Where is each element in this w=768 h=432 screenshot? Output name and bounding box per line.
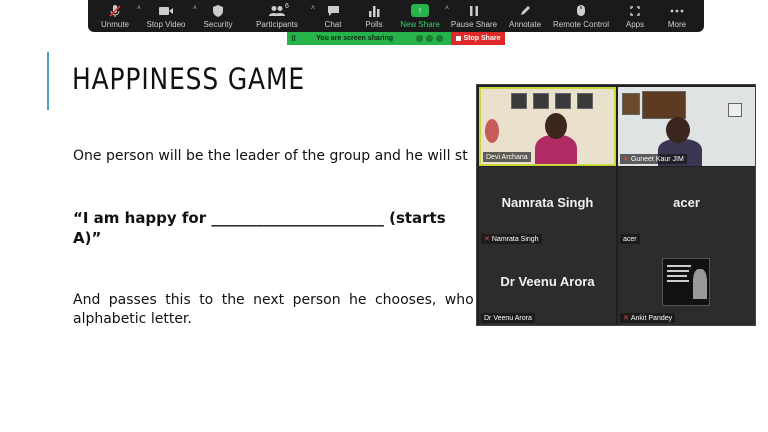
participant-name-tag	[620, 313, 675, 323]
slide-text-line-3: And passes this to the next person he chooses, who	[73, 292, 474, 308]
participant-name-tag	[481, 234, 542, 244]
chevron-up-icon[interactable]: ˄	[310, 5, 315, 12]
screen-sharing-banner	[287, 32, 505, 45]
muted-mic-icon	[108, 4, 122, 18]
mouse-icon	[576, 4, 586, 18]
apps-icon	[629, 4, 641, 18]
pause-share-button[interactable]	[446, 0, 502, 32]
poster-text-line	[667, 275, 687, 277]
meeting-toolbar	[88, 0, 704, 32]
flower-vase	[485, 119, 499, 143]
more-label: More	[667, 19, 687, 29]
muted-mic-icon: ✕	[623, 315, 629, 322]
slide-text-line-2b: A)”	[73, 229, 102, 247]
chevron-up-icon[interactable]: ˄	[444, 5, 449, 12]
share-screen-icon: ↑	[411, 4, 429, 18]
wall-frame	[642, 91, 686, 119]
wall-frame	[728, 103, 742, 117]
participant-name: Guneet Kaur JIM	[630, 155, 684, 163]
wall-frame	[622, 93, 640, 115]
video-tile-acer[interactable]	[618, 167, 755, 246]
unmute-button[interactable]	[92, 0, 141, 32]
participant-figure	[535, 135, 577, 166]
polls-button[interactable]	[354, 0, 394, 32]
participant-display-name: acer	[673, 195, 700, 210]
participants-label: Participants	[256, 19, 298, 29]
title-accent-bar	[47, 52, 49, 110]
new-share-button[interactable]	[394, 0, 449, 32]
participant-name-tag	[620, 234, 640, 244]
participant-count-badge: 6	[285, 3, 289, 10]
pause-icon	[469, 4, 479, 18]
apps-label: Apps	[625, 19, 645, 29]
slide-text-line-1: One person will be the leader of the group and he will st	[73, 148, 468, 164]
annotate-label: Annotate	[508, 19, 542, 29]
slide-title: HAPPINESS GAME	[72, 62, 305, 96]
video-tile-namrata-singh[interactable]	[479, 167, 616, 246]
shield-icon	[212, 4, 224, 18]
participant-name-tag	[481, 313, 535, 323]
poster-text-line	[667, 280, 689, 282]
participant-name-tag	[483, 152, 531, 162]
video-status-icon[interactable]	[426, 35, 433, 42]
video-gallery[interactable]	[476, 84, 756, 326]
poster-text-line	[667, 270, 689, 272]
participant-name-tag	[620, 154, 687, 164]
wall-frame	[577, 93, 593, 109]
participant-display-name: Namrata Singh	[501, 195, 594, 210]
wall-frame	[511, 93, 527, 109]
participant-display-name: Dr Veenu Arora	[500, 274, 595, 289]
remote-control-label: Remote Control	[552, 19, 610, 29]
poster-text-line	[667, 265, 691, 267]
video-camera-icon	[158, 4, 174, 18]
muted-mic-icon: ✕	[484, 236, 490, 243]
video-tile-devi-archana[interactable]	[479, 87, 616, 166]
stop-square-icon	[456, 36, 461, 41]
chevron-up-icon[interactable]: ˄	[192, 5, 197, 12]
participant-head	[666, 117, 690, 143]
stop-share-label: Stop Share	[463, 35, 501, 42]
stop-video-button[interactable]	[138, 0, 197, 32]
chat-label: Chat	[324, 19, 342, 29]
participant-name: Namrata Singh	[491, 235, 539, 243]
slide-text-line-2: “I am happy for _______________________ (starts	[73, 209, 446, 227]
lock-status-icon[interactable]	[436, 35, 443, 42]
new-share-label: New Share	[400, 19, 440, 29]
unmute-label: Unmute	[100, 19, 129, 29]
chevron-up-icon[interactable]: ˄	[136, 5, 141, 12]
participants-button[interactable]	[242, 0, 315, 32]
participant-name: Devi Archana	[486, 153, 528, 161]
apps-button[interactable]	[614, 0, 656, 32]
chat-button[interactable]	[312, 0, 354, 32]
muted-mic-icon: ✕	[623, 156, 629, 163]
video-tile-ankit-pandey[interactable]	[618, 246, 755, 325]
wall-frame	[555, 93, 571, 109]
more-button[interactable]	[656, 0, 698, 32]
participants-icon	[269, 4, 285, 18]
participant-head	[545, 113, 567, 139]
pause-share-label: Pause Share	[450, 19, 498, 29]
sharing-status-bar[interactable]	[287, 32, 451, 45]
stop-video-label: Stop Video	[146, 19, 186, 29]
bar-chart-icon	[368, 4, 380, 18]
drag-handle-icon[interactable]: ⠿	[291, 35, 297, 43]
polls-label: Polls	[365, 19, 383, 29]
participant-name: Ankit Pandey	[630, 314, 673, 322]
participant-name: Dr Veenu Arora	[484, 314, 532, 322]
profile-picture	[662, 258, 710, 306]
sharing-status-text: You are screen sharing	[316, 35, 394, 42]
poster-portrait	[693, 269, 707, 299]
security-button[interactable]	[194, 0, 242, 32]
annotate-button[interactable]	[502, 0, 548, 32]
mic-status-icon[interactable]	[416, 35, 423, 42]
participant-name: acer	[623, 235, 637, 243]
remote-control-button[interactable]	[548, 0, 614, 32]
ellipsis-icon	[670, 4, 684, 18]
video-tile-guneet-kaur[interactable]	[618, 87, 755, 166]
security-label: Security	[203, 19, 233, 29]
pencil-icon	[519, 4, 531, 18]
chat-bubble-icon	[327, 4, 340, 18]
stop-share-button[interactable]	[451, 32, 505, 45]
slide-text-line-3b: alphabetic letter.	[73, 311, 192, 327]
video-tile-dr-veenu-arora[interactable]	[479, 246, 616, 325]
wall-frame	[533, 93, 549, 109]
